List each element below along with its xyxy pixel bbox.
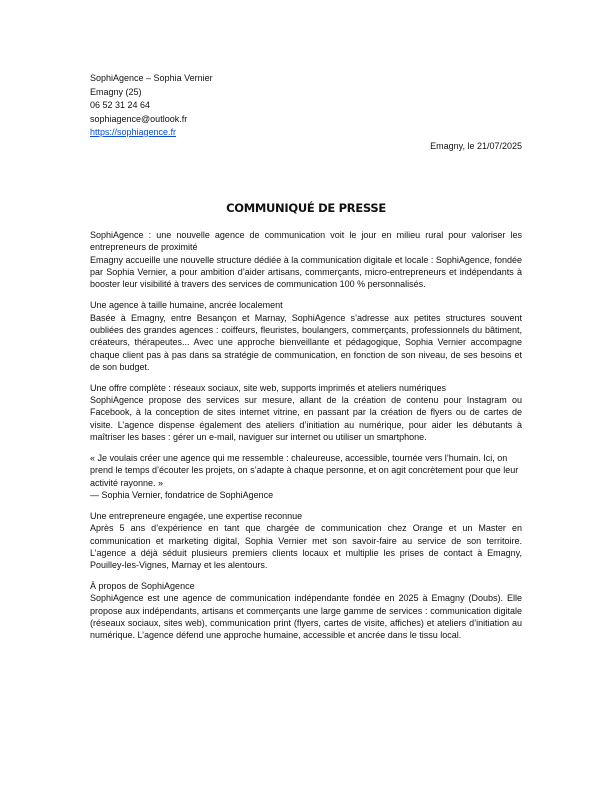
section-heading: Une entrepreneure engagée, une expertise reconnue [90,510,303,521]
quote-text: « Je voulais créer une agence qui me ressemble : chaleureuse, accessible, tournée vers l’humain. Ici, on prend le temps d’écouter les projets, on s’adapte à chaque personne, et on agit concrètement pour que leur activité rayonne. » [90,453,519,488]
section-offer [90,382,522,444]
date-line: Emagny, le 21/07/2025 [430,141,522,151]
intro-section [90,229,522,291]
intro-lead: SophiAgence : une nouvelle agence de communication voit le jour en milieu rural pour valoriser les entrepreneurs de proximité [90,230,522,253]
sender-block [90,72,213,140]
sender-website-link[interactable]: https://sophiagence.fr [90,127,177,137]
section-heading: Une offre complète : réseaux sociaux, site web, supports imprimés et ateliers numériques [90,382,446,393]
sender-location: Emagny (25) [90,86,142,97]
document-body [90,229,522,650]
section-heading: À propos de SophiAgence [90,581,195,592]
section-text: SophiAgence est une agence de communication indépendante fondée en 2025 à Emagny (Doubs). Elle propose aux indépendants, artisans et commerçants une large gamme de services : communication digitale (réseaux sociaux, sites web), communication print (flyers, cartes de visite, affiches) et ateliers d’initiation au numérique. L’agence défend une approche humaine, accessible et ancrée dans le tissu local. [90,593,522,641]
section-about [90,580,522,642]
sender-phone: 06 52 31 24 64 [90,100,151,110]
section-heading: Une agence à taille humaine, ancrée localement [90,300,283,311]
section-text: Basée à Emagny, entre Besançon et Marnay, SophiAgence s’adresse aux petites structures souvent oubliées des grandes agences : coiffeurs, fleuristes, boulangers, commerçants, professionnels du bâtiment, créateurs, thérapeutes... Avec une approche bienveillante et pédagogique, Sophia Vernier accompagne chaque client pas à pas dans sa stratégie de communication, en fonction de son niveau, de ses besoins et de son budget. [90,312,522,372]
sender-email: sophiagence@outlook.fr [90,113,188,124]
founder-quote [90,452,522,501]
section-text: Après 5 ans d’expérience en tant que chargée de communication chez Orange et un Master en communication et marketing digital, Sophia Vernier met son savoir-faire au service de son territoire. L’agence a déjà séduit plusieurs premiers clients locaux et multiplie les prises de contact à Emagny, Pouilley-les-Vignes, Marnay et les alentours. [90,523,522,571]
sender-name: SophiAgence – Sophia Vernier [90,73,213,83]
section-text: SophiAgence propose des services sur mesure, allant de la création de contenu pour Instagram ou Facebook, à la conception de sites internet vitrine, en passant par la création de flyers ou de cartes de visite. L’agence dispense également des ateliers d’initiation au numérique, pour aider les débutants à maîtriser les bases : gérer un e-mail, naviguer sur internet ou utiliser un smartphone. [90,395,522,443]
section-expertise [90,510,522,572]
quote-attribution: — Sophia Vernier, fondatrice de SophiAgence [90,490,274,501]
section-local-agency [90,299,522,373]
page-title: COMMUNIQUÉ DE PRESSE [226,201,386,215]
intro-body: Emagny accueille une nouvelle structure dédiée à la communication digitale et locale : SophiAgence, fondée par Sophia Vernier, a pour ambition d’aider artisans, commerçants, micro-entrepreneurs et indépendants à booster leur visibilité à travers des services de communication 100 % personnalisés. [90,254,522,290]
